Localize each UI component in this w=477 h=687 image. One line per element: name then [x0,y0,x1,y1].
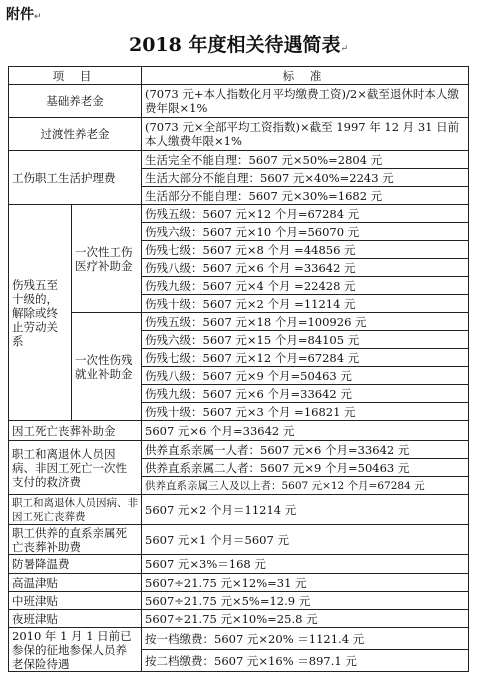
row-standard: 伤残十级：5607 元×2 个月 =11214 元 [142,295,469,313]
row-standard: 伤残五级：5607 元×12 个月=67284 元 [142,205,469,223]
row-label: 夜班津贴 [9,610,142,628]
row-standard: 按二档缴费：5607 元×16% ＝897.1 元 [142,650,469,672]
row-standard: 5607 元×3%＝168 元 [142,555,469,574]
row-label: 中班津贴 [9,592,142,610]
table-row [9,555,469,574]
row-standard: 生活大部分不能自理：5607 元×40%=2243 元 [142,169,469,187]
benefits-table [8,66,469,672]
row-label: 职工和离退休人员因病、非因工死亡一次性支付的救济费 [9,441,142,495]
table-row [9,610,469,628]
table-row [9,118,469,151]
header-item: 项 目 [9,67,142,85]
row-label: 过渡性养老金 [9,118,142,151]
row-standard: 5607 元×6 个月=33642 元 [142,421,469,441]
row-standard: 5607 元×2 个月＝11214 元 [142,495,469,525]
table-row [9,313,469,331]
header-standard: 标 准 [142,67,469,85]
employment-subsidy-label: 一次性伤残就业补助金 [72,313,142,421]
row-standard: 供养直系亲属二人者：5607 元×9 个月=50463 元 [142,459,469,477]
row-label: 因工死亡丧葬补助金 [9,421,142,441]
row-label: 工伤职工生活护理费 [9,151,142,205]
row-standard: 伤残七级：5607 元×8 个月 =44856 元 [142,241,469,259]
row-standard: 伤残七级：5607 元×12 个月=67284 元 [142,349,469,367]
attachment-label: 附件↵ [6,7,42,23]
row-standard: 伤残十级：5607 元×3 个月 =16821 元 [142,403,469,421]
table-row [9,205,469,223]
row-standard: 伤残九级：5607 元×4 个月 =22428 元 [142,277,469,295]
row-standard: 伤残九级：5607 元×6 个月=33642 元 [142,385,469,403]
row-label: 职工和离退休人员因病、非因工死亡丧葬费 [9,495,142,525]
row-standard: 伤残六级：5607 元×10 个月=56070 元 [142,223,469,241]
table-header-row [9,67,469,85]
row-standard: (7073 元×全部平均工资指数)×截至 1997 年 12 月 31 日前本人缴费年限×1% [142,118,469,151]
table-row [9,151,469,169]
row-standard: 5607÷21.75 元×12%=31 元 [142,574,469,592]
table-row [9,525,469,555]
row-standard: 5607÷21.75 元×10%=25.8 元 [142,610,469,628]
row-label: 防暑降温费 [9,555,142,574]
table-row [9,592,469,610]
row-standard: 5607 元×1 个月＝5607 元 [142,525,469,555]
row-standard: 供养直系亲属三人及以上者：5607 元×12 个月=67284 元 [142,477,469,495]
row-standard: 供养直系亲属一人者：5607 元×6 个月=33642 元 [142,441,469,459]
row-standard: (7073 元+本人指数化月平均缴费工资)/2×截至退休时本人缴费年限×1% [142,85,469,118]
row-label: 2010 年 1 月 1 日前已参保的征地参保人员养老保险待遇 [9,628,142,672]
medical-subsidy-label: 一次性工伤医疗补助金 [72,205,142,313]
row-standard: 伤残五级：5607 元×18 个月=100926 元 [142,313,469,331]
row-standard: 伤残八级：5607 元×9 个月=50463 元 [142,367,469,385]
row-label: 高温津贴 [9,574,142,592]
row-label: 职工供养的直系亲属死亡丧葬补助费 [9,525,142,555]
row-standard: 5607÷21.75 元×5%=12.9 元 [142,592,469,610]
disability-group-label: 伤残五至十级的，解除或终止劳动关系 [9,205,72,421]
row-standard: 按一档缴费：5607 元×20% ＝1121.4 元 [142,628,469,650]
row-standard: 生活完全不能自理：5607 元×50%=2804 元 [142,151,469,169]
table-row [9,421,469,441]
table-row [9,85,469,118]
document-title: 2018 年度相关待遇简表↵ [128,34,349,56]
table-row [9,574,469,592]
table-row [9,441,469,459]
row-standard: 生活部分不能自理：5607 元×30%=1682 元 [142,187,469,205]
row-standard: 伤残六级：5607 元×15 个月=84105 元 [142,331,469,349]
row-standard: 伤残八级：5607 元×6 个月 =33642 元 [142,259,469,277]
table-row [9,495,469,525]
row-label: 基础养老金 [9,85,142,118]
table-row [9,628,469,650]
